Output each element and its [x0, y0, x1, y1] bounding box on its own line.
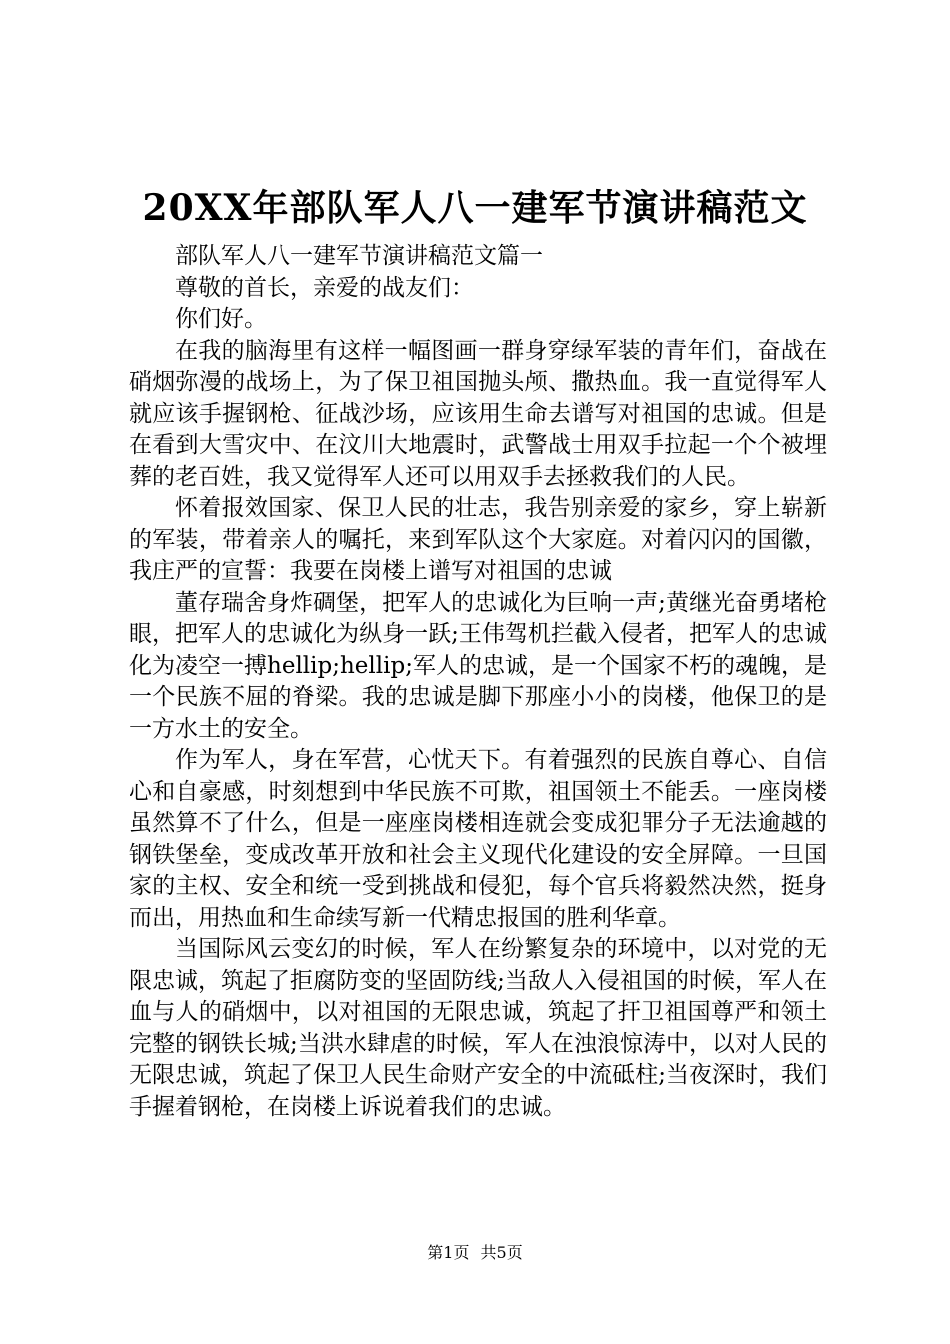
greeting: 你们好。 [175, 306, 267, 332]
page-number: 第1页 [427, 1243, 470, 1262]
page-footer [0, 1241, 950, 1265]
salutation: 尊敬的首长，亲爱的战友们： [175, 274, 474, 301]
document-title: 20XX年部队军人八一建军节演讲稿范文 [142, 187, 808, 229]
section-heading: 部队军人八一建军节演讲稿范文篇一 [175, 243, 543, 269]
paragraph: 怀着报效国家、保卫人民的壮志，我告别亲爱的家乡，穿上崭新的军装，带着亲人的嘱托，来到军队这个大家庭。对着闪闪的国徽，我庄严的宣誓：我要在岗楼上谱写对祖国的忠诚 [129, 495, 827, 584]
paragraph: 董存瑞舍身炸碉堡，把军人的忠诚化为巨响一声;黄继光奋勇堵枪眼，把军人的忠诚化为纵身一跃;王伟驾机拦截入侵者，把军人的忠诚化为凌空一搏hellip;hellip;军人的忠诚，是一个国家不朽的魂魄，是一个民族不屈的脊梁。我的忠诚是脚下那座小小的岗楼，他保卫的是一方水土的安全。 [129, 589, 827, 742]
paragraph: 在我的脑海里有这样一幅图画一群身穿绿军装的青年们，奋战在硝烟弥漫的战场上，为了保卫祖国抛头颅、撒热血。我一直觉得军人就应该手握钢枪、征战沙场，应该用生命去谱写对祖国的忠诚。但是在看到大雪灾中、在汶川大地震时，武警战士用双手拉起一个个被埋葬的老百姓，我又觉得军人还可以用双手去拯救我们的人民。 [129, 337, 827, 490]
page-total: 共5页 [480, 1243, 523, 1262]
paragraph: 作为军人，身在军营，心忧天下。有着强烈的民族自尊心、自信心和自豪感，时刻想到中华民族不可欺，祖国领土不能丢。一座岗楼虽然算不了什么，但是一座座岗楼相连就会变成犯罪分子无法逾越的钢铁堡垒，变成改革开放和社会主义现代化建设的安全屏障。一旦国家的主权、安全和统一受到挑战和侵犯，每个官兵将毅然决然，挺身而出，用热血和生命续写新一代精忠报国的胜利华章。 [129, 747, 827, 931]
paragraph: 当国际风云变幻的时候，军人在纷繁复杂的环境中，以对党的无限忠诚，筑起了拒腐防变的坚固防线;当敌人入侵祖国的时候，军人在血与人的硝烟中，以对祖国的无限忠诚，筑起了扞卫祖国尊严和领土完整的钢铁长城;当洪水肆虐的时候，军人在浊浪惊涛中，以对人民的无限忠诚，筑起了保卫人民生命财产安全的中流砥柱;当夜深时，我们手握着钢枪，在岗楼上诉说着我们的忠诚。 [129, 936, 827, 1120]
document-body [129, 241, 827, 1123]
